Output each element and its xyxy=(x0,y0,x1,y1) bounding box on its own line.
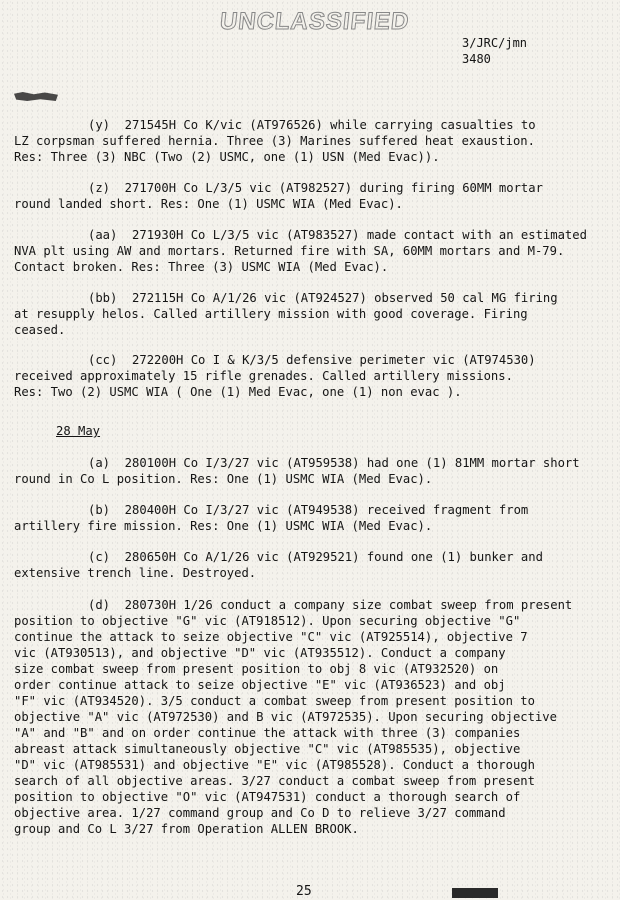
entry-aa-line-2: NVA plt using AW and mortars. Returned fire with SA, 60MM mortars and M-79. xyxy=(14,244,565,258)
entry-bb-line-2: at resupply helos. Called artillery mission with good coverage. Firing xyxy=(14,307,528,321)
entry-a-line-2: round in Co L position. Res: One (1) USMC WIA (Med Evac). xyxy=(14,472,433,486)
reference-code: 3/JRC/jmn xyxy=(462,36,528,50)
entry-cc-line-1: (cc) 272200H Co I & K/3/5 defensive perimeter vic (AT974530) xyxy=(88,353,536,367)
declassification-stamp: UNCLASSIFIED xyxy=(218,8,411,35)
entry-z-line-2: round landed short. Res: One (1) USMC WIA (Med Evac). xyxy=(14,197,403,211)
entry-d-line-11: "D" vic (AT985531) and objective "E" vic (AT985528). Conduct a thorough xyxy=(14,758,535,772)
entry-d-line-12: search of all objective areas. 3/27 conduct a combat sweep from present xyxy=(14,774,535,788)
page-number: 25 xyxy=(296,884,312,899)
entry-a-line-1: (a) 280100H Co I/3/27 vic (AT959538) had one (1) 81MM mortar short xyxy=(88,456,580,470)
entry-d-line-6: order continue attack to seize objective "E" vic (AT936523) and obj xyxy=(14,678,506,692)
entry-d-line-5: size combat sweep from present position to obj 8 vic (AT932520) on xyxy=(14,662,499,676)
entry-bb-line-1: (bb) 272115H Co A/1/26 vic (AT924527) observed 50 cal MG firing xyxy=(88,291,558,305)
entry-d-line-9: "A" and "B" and on order continue the attack with three (3) companies xyxy=(14,726,521,740)
entry-cc-line-2: received approximately 15 rifle grenades. Called artillery missions. xyxy=(14,369,513,383)
entry-b-line-1: (b) 280400H Co I/3/27 vic (AT949538) received fragment from xyxy=(88,503,529,517)
redacted-classification-mark xyxy=(14,92,58,101)
entry-cc-line-3: Res: Two (2) USMC WIA ( One (1) Med Evac, one (1) non evac ). xyxy=(14,385,462,399)
entry-d-line-8: objective "A" vic (AT972530) and B vic (AT972535). Upon securing objective xyxy=(14,710,557,724)
entry-d-line-7: "F" vic (AT934520). 3/5 conduct a combat sweep from present position to xyxy=(14,694,535,708)
entry-aa-line-3: Contact broken. Res: Three (3) USMC WIA (Med Evac). xyxy=(14,260,389,274)
entry-y-line-3: Res: Three (3) NBC (Two (2) USMC, one (1) USN (Med Evac)). xyxy=(14,150,440,164)
entry-b-line-2: artillery fire mission. Res: One (1) USMC WIA (Med Evac). xyxy=(14,519,433,533)
entry-c-line-2: extensive trench line. Destroyed. xyxy=(14,566,257,580)
entry-d-line-10: abreast attack simultaneously objective "C" vic (AT985535), objective xyxy=(14,742,521,756)
entry-d-line-1: (d) 280730H 1/26 conduct a company size combat sweep from present xyxy=(88,598,573,612)
reference-number: 3480 xyxy=(462,52,491,66)
entry-y-line-1: (y) 271545H Co K/vic (AT976526) while carrying casualties to xyxy=(88,118,536,132)
entry-d-line-2: position to objective "G" vic (AT918512). Upon securing objective "G" xyxy=(14,614,521,628)
entry-d-line-13: position to objective "O" vic (AT947531) conduct a thorough search of xyxy=(14,790,521,804)
footer-classification-mark: SECRET xyxy=(452,888,498,898)
entry-bb-line-3: ceased. xyxy=(14,323,66,337)
entry-d-line-14: objective area. 1/27 command group and Co D to relieve 3/27 command xyxy=(14,806,506,820)
entry-z-line-1: (z) 271700H Co L/3/5 vic (AT982527) during firing 60MM mortar xyxy=(88,181,543,195)
date-heading: 28 May xyxy=(56,424,101,438)
entry-c-line-1: (c) 280650H Co A/1/26 vic (AT929521) found one (1) bunker and xyxy=(88,550,543,564)
entry-d-line-3: continue the attack to seize objective "C" vic (AT925514), objective 7 xyxy=(14,630,528,644)
entry-d-line-4: vic (AT930513), and objective "D" vic (AT935512). Conduct a company xyxy=(14,646,506,660)
entry-y-line-2: LZ corpsman suffered hernia. Three (3) Marines suffered heat exaustion. xyxy=(14,134,535,148)
entry-d-line-15: group and Co L 3/27 from Operation ALLEN BROOK. xyxy=(14,822,359,836)
entry-aa-line-1: (aa) 271930H Co L/3/5 vic (AT983527) made contact with an estimated xyxy=(88,228,587,242)
